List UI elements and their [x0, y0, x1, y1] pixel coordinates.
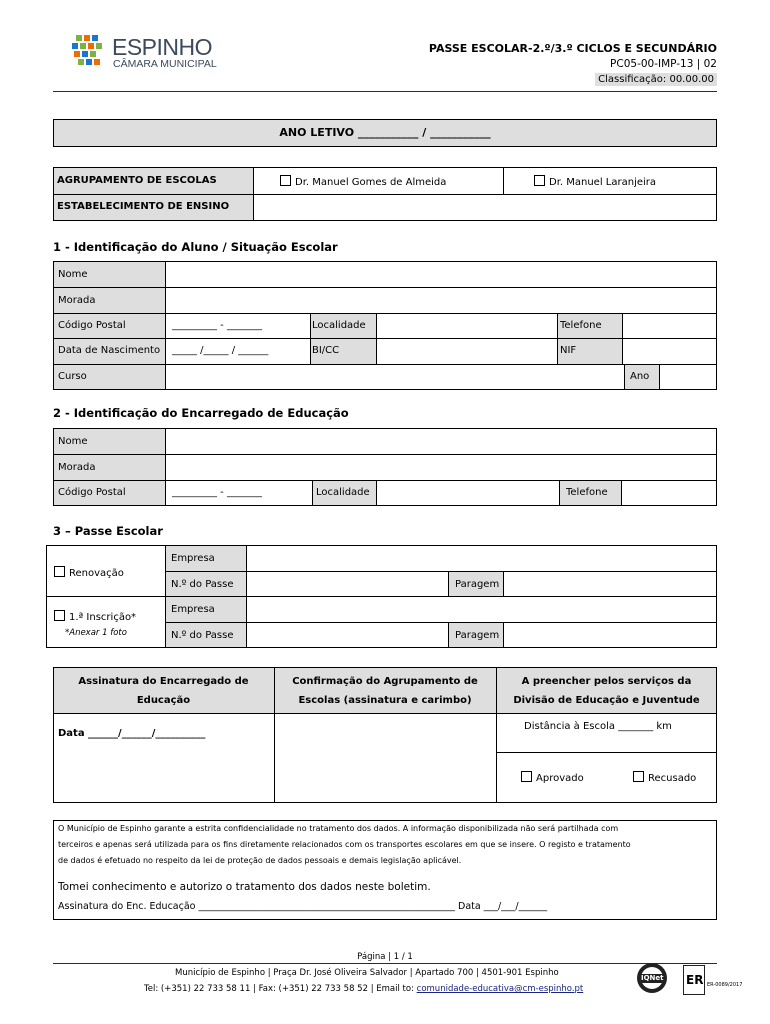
privacy-text-line3: de dados é efetuado no respeito da lei de proteção de dados pessoais e demais legislação aplicável.	[58, 856, 462, 865]
certification-code: ER-0089/2017	[707, 982, 743, 988]
iqnet-certification-logo	[628, 962, 676, 994]
enc-morada-label: Morada	[58, 462, 96, 473]
aluno-codigo-postal-input[interactable]: _________ - _______	[172, 320, 262, 331]
enc-nome-label: Nome	[58, 436, 88, 447]
num-passe1-label: N.º do Passe	[171, 579, 234, 590]
er-certification-logo	[683, 965, 705, 995]
document-code: PC05-00-IMP-13 | 02	[610, 58, 717, 70]
checkbox-icon[interactable]	[280, 175, 291, 186]
col3-header-line2: Divisão de Educação e Juventude	[513, 695, 700, 706]
agrupamento-signature-area[interactable]	[276, 715, 495, 801]
aluno-morada-label: Morada	[58, 295, 96, 306]
header-rule	[53, 91, 717, 92]
signature-date-field[interactable]: Data ______/______/__________	[58, 728, 206, 739]
aluno-morada-input[interactable]	[167, 289, 715, 312]
footer-contact	[144, 983, 583, 995]
col3-header-line1: A preencher pelos serviços da	[521, 676, 692, 687]
checkbox-icon[interactable]	[534, 175, 545, 186]
col2-header-line1: Confirmação do Agrupamento de	[292, 676, 478, 687]
document-title: PASSE ESCOLAR-2.º/3.º CICLOS E SECUNDÁRIO	[428, 42, 717, 55]
classification-badge: Classificação: 00.00.00	[595, 73, 717, 86]
estabelecimento-label: ESTABELECIMENTO DE ENSINO	[57, 201, 230, 212]
enc-codigo-postal-input[interactable]: _________ - _______	[172, 487, 262, 498]
agrupamento-label: AGRUPAMENTO DE ESCOLAS	[57, 175, 217, 186]
logo-subtitle: CÂMARA MUNICIPAL	[113, 58, 217, 70]
iqnet-label: IQNet	[641, 974, 664, 982]
empresa1-input[interactable]	[248, 547, 716, 570]
checkbox-icon[interactable]	[521, 771, 532, 782]
footer-email-link[interactable]: comunidade-educativa@cm-espinho.pt	[416, 984, 584, 994]
distancia-escola-field[interactable]: Distância à Escola _______ km	[524, 721, 672, 732]
consent-text: Tomei conhecimento e autorizo o tratamento dos dados neste boletim.	[58, 881, 431, 893]
footer-address: Município de Espinho | Praça Dr. José Oliveira Salvador | Apartado 700 | 4501-901 Espinho	[175, 968, 559, 978]
anexar-foto-note: *Anexar 1 foto	[65, 628, 127, 638]
col1-header-line2: Educação	[136, 695, 191, 706]
paragem2-label: Paragem	[455, 630, 500, 641]
aluno-localidade-label: Localidade	[312, 320, 366, 331]
col1-header-line1: Assinatura do Encarregado de	[78, 676, 249, 687]
logo-mark-icon	[70, 33, 110, 73]
checkbox-icon[interactable]	[54, 566, 65, 577]
enc-nome-input[interactable]	[167, 430, 715, 453]
aluno-telefone-label: Telefone	[560, 320, 602, 331]
aluno-bicc-label: BI/CC	[312, 345, 340, 356]
estabelecimento-input[interactable]	[255, 196, 715, 219]
logo	[70, 33, 230, 73]
agrupamento-option-laranjeira[interactable]: Dr. Manuel Laranjeira	[534, 175, 656, 189]
enc-codigo-postal-label: Código Postal	[58, 487, 126, 498]
page-number: Página | 1 / 1	[357, 952, 413, 962]
section1-title: 1 - Identificação do Aluno / Situação Escolar	[53, 240, 338, 254]
section3-title: 3 – Passe Escolar	[53, 524, 163, 538]
privacy-text-line1: O Município de Espinho garante a estrita confidencialidade no tratamento dos dados. A informação disponibilizada não será partilhada com	[58, 824, 619, 833]
section2-title: 2 - Identificação do Encarregado de Educação	[53, 406, 349, 420]
aprovado-option[interactable]: Aprovado	[521, 771, 584, 785]
enc-morada-input[interactable]	[167, 456, 715, 479]
recusado-option[interactable]: Recusado	[633, 771, 696, 785]
aluno-data-nascimento-input[interactable]: _____ /_____ / ______	[172, 345, 269, 356]
aluno-curso-label: Curso	[58, 371, 87, 382]
footer-contact-text: Tel: (+351) 22 733 58 11 | Fax: (+351) 22 733 58 52 | Email to:	[144, 984, 417, 994]
aluno-codigo-postal-label: Código Postal	[58, 320, 126, 331]
footer-rule	[53, 963, 717, 964]
empresa1-label: Empresa	[171, 553, 215, 564]
er-label: ER	[686, 973, 704, 987]
logo-name: ESPINHO	[112, 34, 213, 60]
aluno-nome-input[interactable]	[167, 263, 715, 286]
agrupamento-option-gomes[interactable]: Dr. Manuel Gomes de Almeida	[280, 175, 446, 189]
empresa2-input[interactable]	[248, 598, 716, 621]
empresa2-label: Empresa	[171, 604, 215, 615]
enc-telefone-label: Telefone	[566, 487, 608, 498]
checkbox-icon[interactable]	[54, 610, 65, 621]
consent-signature-field[interactable]: Assinatura do Enc. Educação ______________________________________________________ Data ___/___/______	[58, 901, 548, 912]
num-passe2-label: N.º do Passe	[171, 630, 234, 641]
enc-localidade-label: Localidade	[316, 487, 370, 498]
ano-letivo-field[interactable]: ANO LETIVO ___________ / ___________	[279, 126, 491, 139]
col2-header-line2: Escolas (assinatura e carimbo)	[298, 695, 472, 706]
aluno-ano-label: Ano	[630, 371, 650, 382]
aluno-data-nascimento-label: Data de Nascimento	[58, 345, 161, 356]
aluno-nif-label: NIF	[560, 345, 577, 356]
privacy-text-line2: terceiros e apenas será utilizada para os fins diretamente relacionados com os transportes escolares em que se insere. O registo e tratamento	[58, 840, 631, 849]
aluno-nome-label: Nome	[58, 269, 88, 280]
checkbox-icon[interactable]	[633, 771, 644, 782]
inscricao-option[interactable]: 1.ª Inscrição*	[54, 610, 136, 624]
paragem1-label: Paragem	[455, 579, 500, 590]
renovacao-option[interactable]: Renovação	[54, 566, 124, 580]
